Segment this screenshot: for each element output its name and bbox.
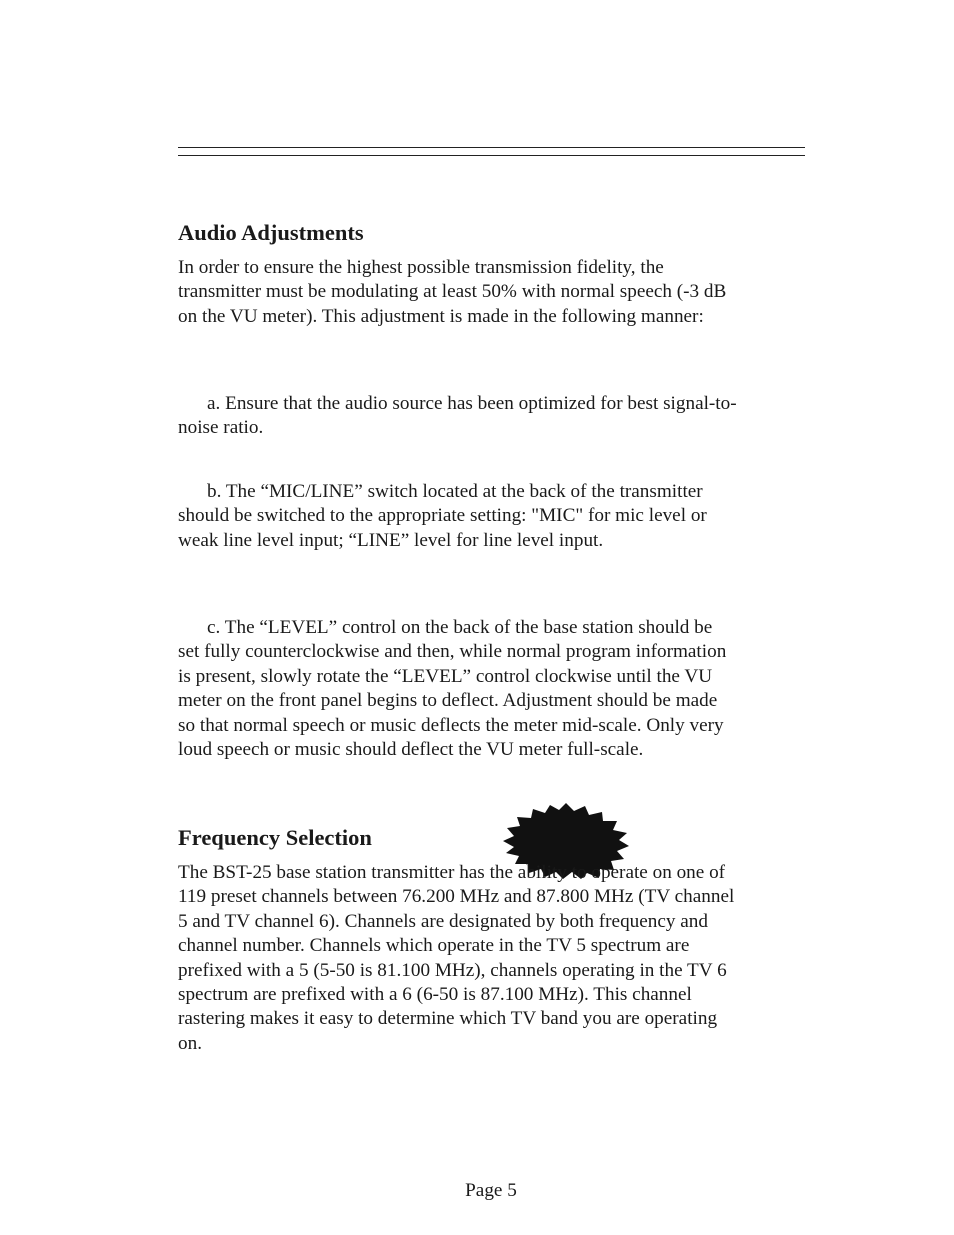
frequency-paragraph — [178, 861, 738, 1056]
section-heading-audio-adjustments: Audio Adjustments — [178, 220, 364, 245]
audio-intro-text: In order to ensure the highest possible transmission fidelity, the transmitter must be modulating at least 50% with normal speech (-3 dB on the VU meter). This adjustment is made in the following manner: — [178, 257, 727, 327]
audio-step-c-text: c. The “LEVEL” control on the back of the base station should be set fully counterclockwise and then, while normal program information is present, slowly rotate the “LEVEL” control clockwise until the VU meter on the front panel begins to deflect. Adjustment should be made so that normal speech or music deflects the meter mid-scale. Only very loud speech or music should deflect the VU meter full-scale. — [178, 617, 727, 761]
audio-step-b-text: b. The “MIC/LINE” switch located at the back of the transmitter should be switched to the appropriate setting: "MIC" for mic level or weak line level input; “LINE” level for line level input. — [178, 481, 707, 551]
header-rule-top — [178, 147, 805, 148]
page-number: Page 5 — [465, 1180, 517, 1201]
audio-intro-paragraph — [178, 256, 738, 329]
audio-step-c — [178, 616, 738, 762]
frequency-body-text: The BST-25 base station transmitter has the ability to operate on one of 119 preset channels between 76.200 MHz and 87.800 MHz (TV channel 5 and TV channel 6). Channels are designated by both frequency and channel number. Channels which operate in the TV 5 spectrum are prefixed with a 5 (5-50 is 81.100 MHz), channels operating in the TV 6 spectrum are prefixed with a 6 (6-50 is 87.100 MHz). This channel rastering makes it easy to determine which TV band you are operating on. — [178, 862, 735, 1054]
audio-step-b — [178, 480, 738, 553]
audio-step-a-text: a. Ensure that the audio source has been optimized for best signal-to-noise ratio. — [178, 393, 737, 439]
section-heading-frequency-selection: Frequency Selection — [178, 825, 372, 850]
header-rule-bottom — [178, 155, 805, 156]
audio-step-a — [178, 392, 738, 441]
